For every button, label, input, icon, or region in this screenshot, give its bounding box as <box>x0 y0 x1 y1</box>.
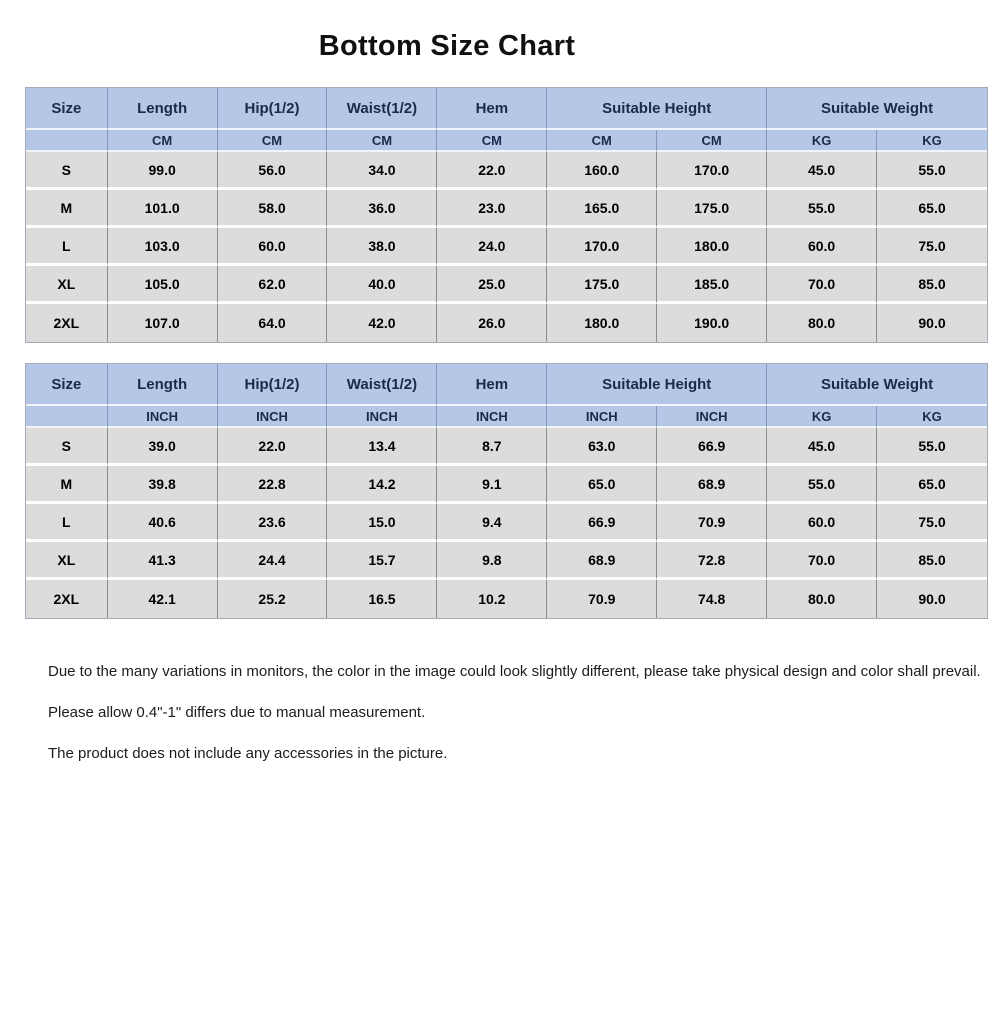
header-row <box>26 88 987 130</box>
table-body <box>26 428 987 618</box>
value-cell: 23.0 <box>437 190 547 228</box>
column-header-hip: Hip(1/2) <box>218 88 328 130</box>
value-cell: 40.6 <box>108 504 218 542</box>
value-cell: 99.0 <box>108 152 218 190</box>
unit-cell: KG <box>767 130 877 152</box>
value-cell: 40.0 <box>327 266 437 304</box>
disclaimer-note: The product does not include any accessories in the picture. <box>48 745 448 762</box>
unit-cell: CM <box>327 130 437 152</box>
value-cell: 45.0 <box>767 428 877 466</box>
table-row <box>26 152 987 190</box>
unit-cell: KG <box>877 406 987 428</box>
size-cell: L <box>26 228 108 266</box>
unit-cell <box>26 406 108 428</box>
table-row <box>26 228 987 266</box>
value-cell: 55.0 <box>767 466 877 504</box>
disclaimer-note: Please allow 0.4"-1" differs due to manual measurement. <box>48 704 426 721</box>
value-cell: 165.0 <box>547 190 657 228</box>
value-cell: 170.0 <box>547 228 657 266</box>
value-cell: 34.0 <box>327 152 437 190</box>
value-cell: 85.0 <box>877 266 987 304</box>
size-cell: M <box>26 466 108 504</box>
value-cell: 64.0 <box>218 304 328 342</box>
value-cell: 14.2 <box>327 466 437 504</box>
value-cell: 22.0 <box>218 428 328 466</box>
column-header-suitable-height: Suitable Height <box>547 364 767 406</box>
value-cell: 80.0 <box>767 580 877 618</box>
column-header-length: Length <box>108 88 218 130</box>
value-cell: 41.3 <box>108 542 218 580</box>
value-cell: 170.0 <box>657 152 767 190</box>
value-cell: 180.0 <box>547 304 657 342</box>
value-cell: 63.0 <box>547 428 657 466</box>
disclaimer-note: Due to the many variations in monitors, the color in the image could look slightly different, please take physical design and color shall prevail. <box>48 663 981 680</box>
value-cell: 22.8 <box>218 466 328 504</box>
size-cell: XL <box>26 542 108 580</box>
table-row <box>26 542 987 580</box>
page-title: Bottom Size Chart <box>318 30 576 62</box>
unit-cell: INCH <box>547 406 657 428</box>
value-cell: 42.1 <box>108 580 218 618</box>
size-table-cm <box>25 87 988 343</box>
size-cell: XL <box>26 266 108 304</box>
value-cell: 85.0 <box>877 542 987 580</box>
value-cell: 65.0 <box>547 466 657 504</box>
value-cell: 24.4 <box>218 542 328 580</box>
value-cell: 60.0 <box>767 504 877 542</box>
table-row <box>26 190 987 228</box>
value-cell: 15.0 <box>327 504 437 542</box>
value-cell: 62.0 <box>218 266 328 304</box>
table-row <box>26 466 987 504</box>
value-cell: 10.2 <box>437 580 547 618</box>
unit-cell: KG <box>767 406 877 428</box>
value-cell: 56.0 <box>218 152 328 190</box>
value-cell: 70.0 <box>767 266 877 304</box>
value-cell: 90.0 <box>877 580 987 618</box>
value-cell: 38.0 <box>327 228 437 266</box>
unit-cell: INCH <box>657 406 767 428</box>
unit-cell: CM <box>547 130 657 152</box>
value-cell: 9.8 <box>437 542 547 580</box>
table-row <box>26 304 987 342</box>
unit-cell: CM <box>108 130 218 152</box>
value-cell: 45.0 <box>767 152 877 190</box>
value-cell: 26.0 <box>437 304 547 342</box>
column-header-suitable-weight: Suitable Weight <box>767 364 987 406</box>
value-cell: 75.0 <box>877 228 987 266</box>
unit-cell: KG <box>877 130 987 152</box>
value-cell: 36.0 <box>327 190 437 228</box>
value-cell: 55.0 <box>877 428 987 466</box>
value-cell: 66.9 <box>547 504 657 542</box>
title-wrap <box>0 30 894 63</box>
size-cell: S <box>26 152 108 190</box>
value-cell: 39.0 <box>108 428 218 466</box>
unit-cell: CM <box>218 130 328 152</box>
value-cell: 107.0 <box>108 304 218 342</box>
table-row <box>26 266 987 304</box>
value-cell: 25.2 <box>218 580 328 618</box>
unit-cell: CM <box>437 130 547 152</box>
value-cell: 90.0 <box>877 304 987 342</box>
value-cell: 55.0 <box>767 190 877 228</box>
value-cell: 175.0 <box>657 190 767 228</box>
table-body <box>26 152 987 342</box>
table-row <box>26 580 987 618</box>
size-cell: 2XL <box>26 304 108 342</box>
value-cell: 70.9 <box>547 580 657 618</box>
header-row <box>26 364 987 406</box>
column-header-waist: Waist(1/2) <box>327 88 437 130</box>
value-cell: 8.7 <box>437 428 547 466</box>
value-cell: 25.0 <box>437 266 547 304</box>
table-row <box>26 504 987 542</box>
value-cell: 9.4 <box>437 504 547 542</box>
value-cell: 190.0 <box>657 304 767 342</box>
size-table-inch <box>25 363 988 619</box>
unit-cell: INCH <box>108 406 218 428</box>
units-row <box>26 406 987 428</box>
value-cell: 15.7 <box>327 542 437 580</box>
value-cell: 74.8 <box>657 580 767 618</box>
value-cell: 55.0 <box>877 152 987 190</box>
value-cell: 175.0 <box>547 266 657 304</box>
column-header-length: Length <box>108 364 218 406</box>
value-cell: 160.0 <box>547 152 657 190</box>
unit-cell: INCH <box>327 406 437 428</box>
value-cell: 75.0 <box>877 504 987 542</box>
value-cell: 101.0 <box>108 190 218 228</box>
value-cell: 23.6 <box>218 504 328 542</box>
units-row <box>26 130 987 152</box>
column-header-suitable-weight: Suitable Weight <box>767 88 987 130</box>
unit-cell: INCH <box>437 406 547 428</box>
value-cell: 13.4 <box>327 428 437 466</box>
value-cell: 105.0 <box>108 266 218 304</box>
unit-cell: INCH <box>218 406 328 428</box>
value-cell: 185.0 <box>657 266 767 304</box>
value-cell: 60.0 <box>767 228 877 266</box>
value-cell: 180.0 <box>657 228 767 266</box>
column-header-hem: Hem <box>437 364 547 406</box>
size-cell: S <box>26 428 108 466</box>
table-row <box>26 428 987 466</box>
value-cell: 80.0 <box>767 304 877 342</box>
column-header-hip: Hip(1/2) <box>218 364 328 406</box>
column-header-waist: Waist(1/2) <box>327 364 437 406</box>
value-cell: 65.0 <box>877 466 987 504</box>
disclaimer-notes <box>48 663 1000 762</box>
value-cell: 16.5 <box>327 580 437 618</box>
value-cell: 103.0 <box>108 228 218 266</box>
size-cell: 2XL <box>26 580 108 618</box>
value-cell: 68.9 <box>547 542 657 580</box>
value-cell: 68.9 <box>657 466 767 504</box>
column-header-suitable-height: Suitable Height <box>547 88 767 130</box>
unit-cell: CM <box>657 130 767 152</box>
value-cell: 58.0 <box>218 190 328 228</box>
value-cell: 39.8 <box>108 466 218 504</box>
size-cell: M <box>26 190 108 228</box>
value-cell: 70.0 <box>767 542 877 580</box>
value-cell: 24.0 <box>437 228 547 266</box>
column-header-size: Size <box>26 88 108 130</box>
unit-cell <box>26 130 108 152</box>
value-cell: 9.1 <box>437 466 547 504</box>
value-cell: 22.0 <box>437 152 547 190</box>
size-cell: L <box>26 504 108 542</box>
value-cell: 60.0 <box>218 228 328 266</box>
value-cell: 42.0 <box>327 304 437 342</box>
column-header-size: Size <box>26 364 108 406</box>
value-cell: 70.9 <box>657 504 767 542</box>
value-cell: 72.8 <box>657 542 767 580</box>
value-cell: 65.0 <box>877 190 987 228</box>
value-cell: 66.9 <box>657 428 767 466</box>
column-header-hem: Hem <box>437 88 547 130</box>
